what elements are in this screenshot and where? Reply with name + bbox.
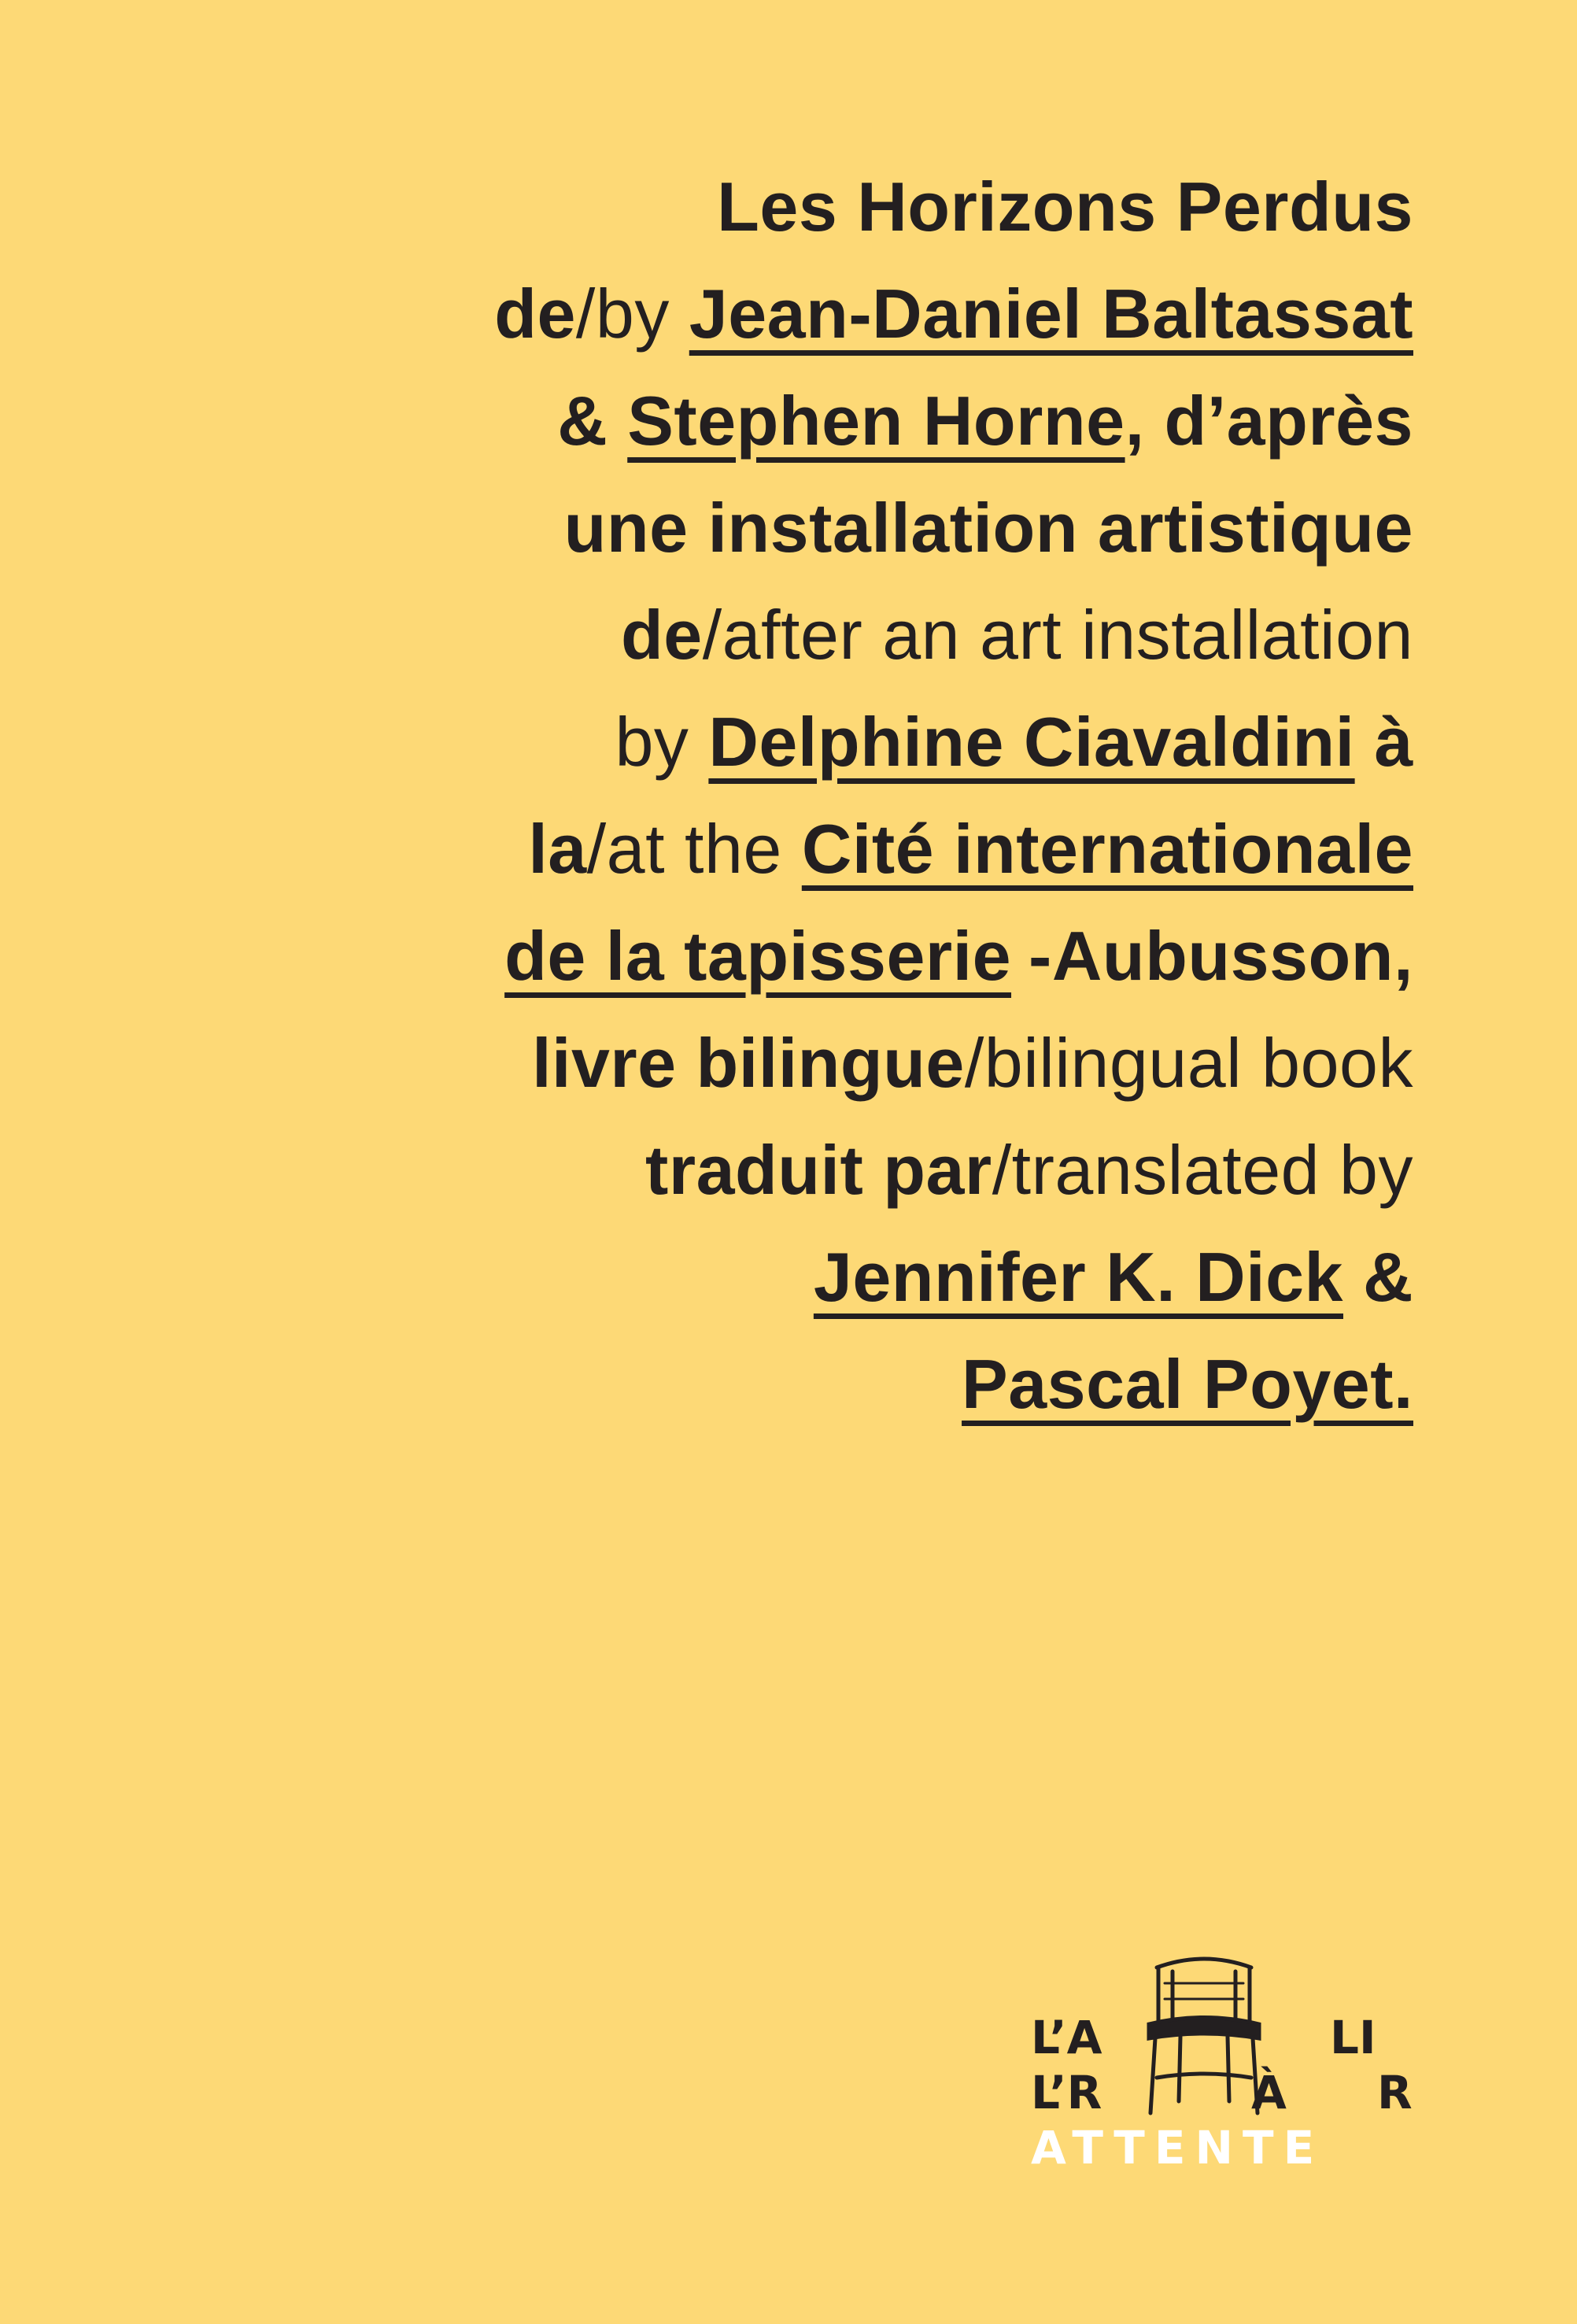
title-text: /translated by [992,1131,1413,1209]
logo-row-2 [1023,2066,1416,2119]
title-line [0,1224,1413,1331]
name-link-text: Stephen Horne [627,382,1125,460]
title-line [0,1117,1413,1224]
logo-text: À [1251,2066,1287,2119]
title-text: & [1343,1238,1413,1316]
title-text: de [494,275,576,353]
logo-text: L’R [1031,2066,1102,2119]
name-link-text: Delphine Ciavaldini [708,703,1355,781]
title-line [0,582,1413,689]
title-line [0,153,1413,260]
logo-text: LI [1330,2011,1376,2064]
title-text: Les Horizons Perdus [717,168,1413,246]
name-link-text: Jean-Daniel Baltassat [689,275,1413,353]
title-line [0,368,1413,475]
title-line [0,796,1413,903]
logo-row-3 [1023,2121,1416,2174]
title-text: /by [575,275,689,353]
title-text: , d’après [1125,382,1413,460]
title-line [0,1010,1413,1117]
name-link-text: Jennifer K. Dick [813,1238,1343,1316]
title-text: /bilingual book [964,1024,1413,1102]
title-text: -Aubusson, [1029,917,1413,995]
title-text: livre bilingue [532,1024,965,1102]
title-text: /after an art installation [702,596,1413,674]
title-text: la [528,810,587,888]
title-text: une installation artistique [563,489,1413,567]
title-block [0,153,1413,1438]
title-text: traduit par [645,1131,992,1209]
title-line [0,1331,1413,1438]
name-link-text: Cité internationale [801,810,1413,888]
logo-text: ATTENTE [1031,2121,1324,2174]
title-line [0,260,1413,368]
title-text: & [557,382,628,460]
logo-row-1 [1023,2011,1416,2064]
name-link-text: de la tapisserie [504,917,1012,995]
publisher-logo [1023,1936,1416,2172]
logo-text: L’A [1031,2011,1102,2064]
title-line [0,903,1413,1010]
title-line [0,689,1413,796]
title-text: de [621,596,703,674]
title-text: /at the [586,810,802,888]
title-text: by [615,703,709,781]
name-link-text: Pascal Poyet. [962,1345,1413,1423]
title-text: à [1354,703,1413,781]
logo-text: R [1377,2066,1413,2119]
title-line [0,475,1413,582]
